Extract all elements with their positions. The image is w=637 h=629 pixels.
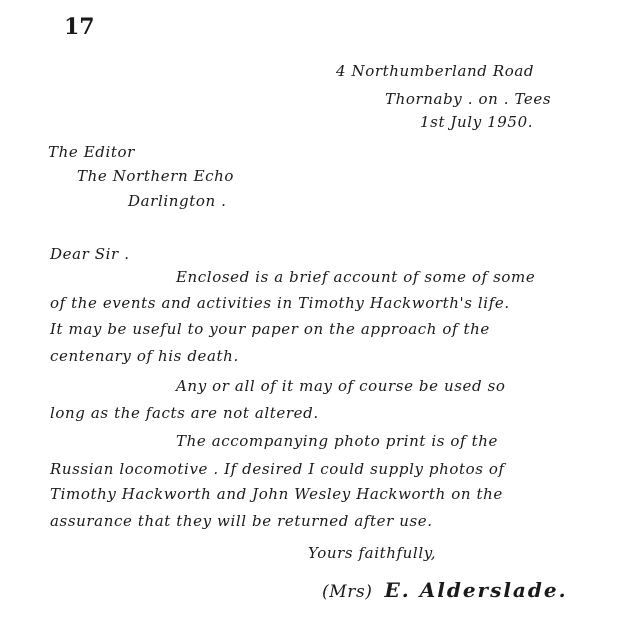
body-line: long as the facts are not altered. [50, 404, 319, 422]
body-line: assurance that they will be returned after use. [50, 512, 433, 530]
letter-date: 1st July 1950. [420, 113, 534, 131]
address-town: Thornaby . on . Tees [385, 90, 552, 108]
signature-name: E. Alderslade. [384, 578, 568, 602]
body-line: Enclosed is a brief account of some of some [176, 268, 536, 286]
recipient-line-3: Darlington . [128, 192, 227, 210]
signature-title: (Mrs) [322, 582, 373, 602]
body-line: of the events and activities in Timothy Hackworth's life. [50, 294, 510, 312]
body-line: Timothy Hackworth and John Wesley Hackworth on the [50, 485, 503, 503]
salutation: Dear Sir . [50, 245, 130, 263]
recipient-line-1: The Editor [48, 143, 135, 161]
address-street: 4 Northumberland Road [336, 62, 535, 80]
recipient-line-2: The Northern Echo [77, 167, 235, 185]
corner-mark: 17 [64, 14, 95, 40]
body-line: It may be useful to your paper on the approach of the [50, 320, 490, 338]
closing: Yours faithfully, [308, 544, 437, 562]
body-line: Any or all of it may of course be used so [176, 377, 506, 395]
body-line: Russian locomotive . If desired I could supply photos of [50, 460, 505, 478]
body-line: The accompanying photo print is of the [176, 432, 498, 450]
body-line: centenary of his death. [50, 347, 239, 365]
signature [322, 578, 568, 602]
